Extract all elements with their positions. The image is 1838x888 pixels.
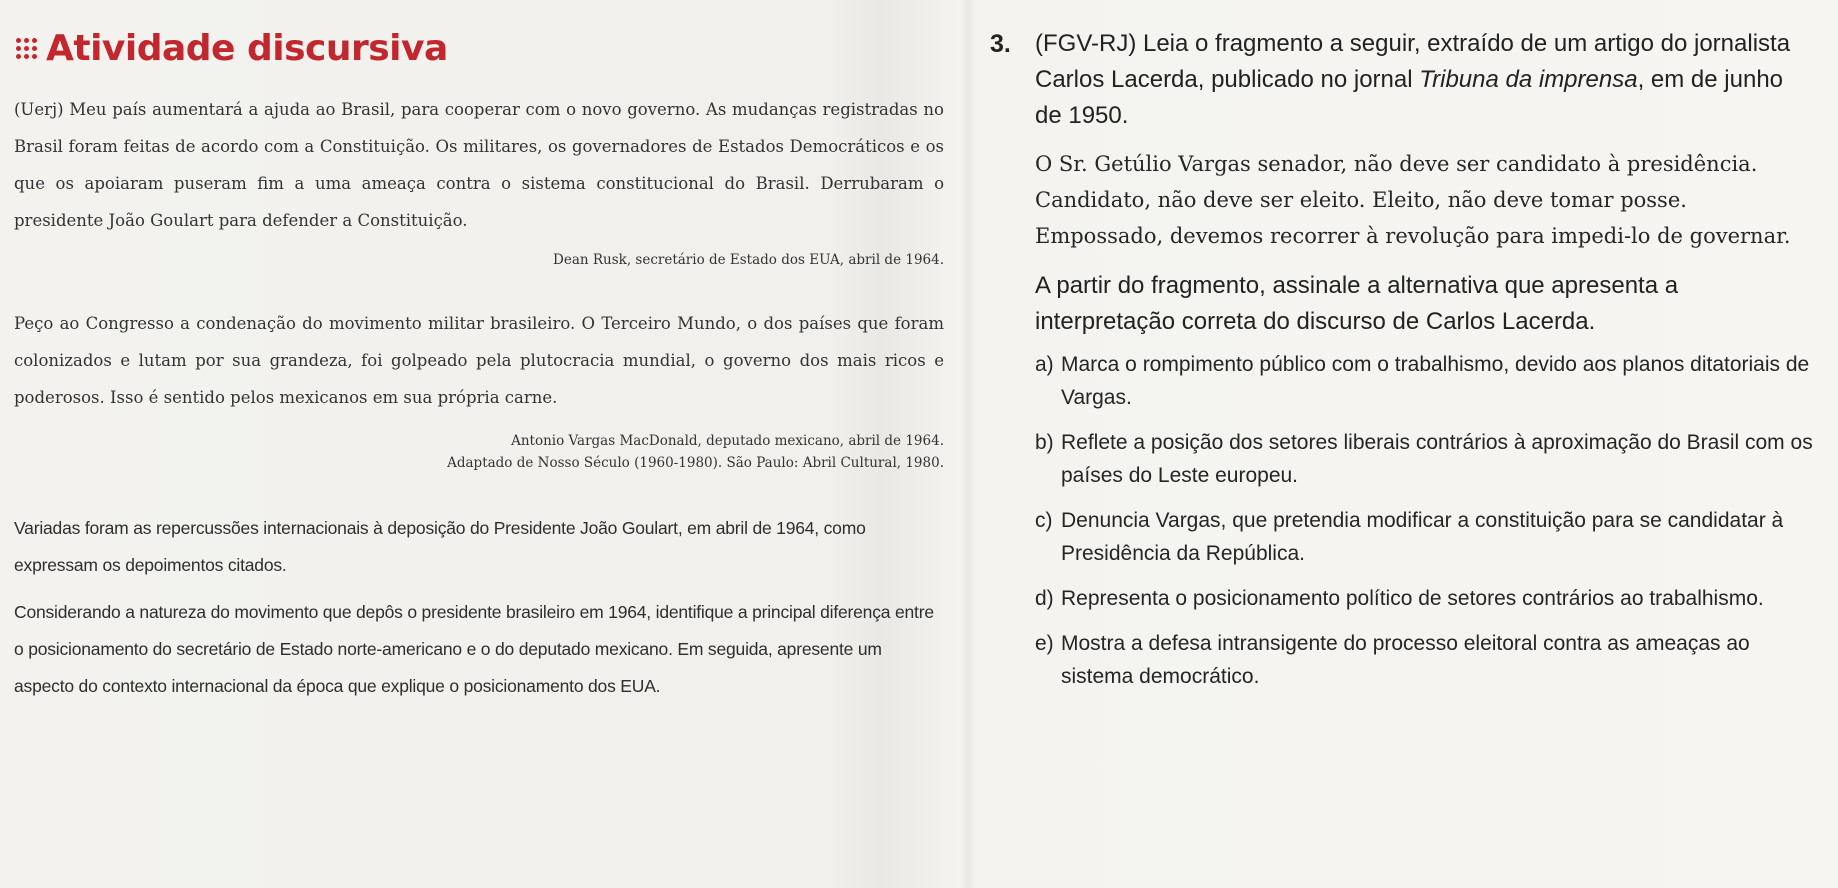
option-letter: c) bbox=[1035, 509, 1053, 532]
source-macdonald-line1: Antonio Vargas MacDonald, deputado mexicano, abril de 1964. bbox=[511, 433, 944, 449]
option-text: Mostra a defesa intransigente do processo eleitoral contra as ameaças ao sistema democrático. bbox=[1061, 632, 1750, 688]
option-text: Reflete a posição dos setores liberais contrários à aproximação do Brasil com os países do Leste europeu. bbox=[1061, 431, 1813, 487]
left-page bbox=[14, 28, 944, 705]
option-b[interactable] bbox=[1035, 426, 1816, 492]
question-intro bbox=[1035, 26, 1816, 134]
source-macdonald-line2: Adaptado de Nosso Século (1960-1980). São Paulo: Abril Cultural, 1980. bbox=[447, 455, 944, 471]
question-number: 3. bbox=[990, 30, 1011, 58]
section-heading bbox=[16, 28, 944, 69]
quote-rusk: (Uerj) Meu país aumentará a ajuda ao Brasil, para cooperar com o novo governo. As mudanças registradas no Brasil foram feitas de acordo com a Constituição. Os militares, os governadores de Estados Democráticos e os que os apoiaram puseram fim a uma ameaça contra o sistema constitucional do Brasil. Derrubaram o presidente João Goulart para defender a Constituição. bbox=[14, 100, 944, 230]
option-c[interactable] bbox=[1035, 504, 1816, 570]
option-letter: a) bbox=[1035, 353, 1054, 376]
lacerda-excerpt: O Sr. Getúlio Vargas senador, não deve ser candidato à presidência. Candidato, não deve ser eleito. Eleito, não deve tomar posse. Empossado, devemos recorrer à revolução para impedi-lo de governar. bbox=[1035, 152, 1791, 248]
option-text: Denuncia Vargas, que pretendia modificar a constituição para se candidatar à Presidência da República. bbox=[1061, 509, 1784, 565]
option-letter: e) bbox=[1035, 632, 1054, 655]
right-page bbox=[990, 26, 1816, 705]
context-paragraph: Variadas foram as repercussões internacionais à deposição do Presidente João Goulart, em abril de 1964, como expressam os depoimentos citados. bbox=[14, 518, 866, 575]
option-text: Representa o posicionamento político de setores contrários ao trabalhismo. bbox=[1061, 587, 1764, 610]
question-prompt: A partir do fragmento, assinale a alternativa que apresenta a interpretação correta do discurso de Carlos Lacerda. bbox=[1035, 272, 1679, 335]
option-letter: b) bbox=[1035, 431, 1054, 454]
quote-macdonald: Peço ao Congresso a condenação do movimento militar brasileiro. O Terceiro Mundo, o dos países que foram colonizados e lutam por sua grandeza, foi golpeado pela plutocracia mundial, o governo dos mais ricos e poderosos. Isso é sentido pelos mexicanos em sua própria carne. bbox=[14, 314, 944, 407]
option-e[interactable] bbox=[1035, 627, 1816, 693]
task-paragraph: Considerando a natureza do movimento que depôs o presidente brasileiro em 1964, identifique a principal diferença entre o posicionamento do secretário de Estado norte-americano e o do deputado mexicano. Em seguida, apresente um aspecto do contexto internacional da época que explique o posicionamento dos EUA. bbox=[14, 602, 934, 696]
answer-options bbox=[1035, 348, 1816, 693]
option-d[interactable] bbox=[1035, 582, 1816, 615]
option-text: Marca o rompimento público com o trabalhismo, devido aos planos ditatoriais de Vargas. bbox=[1061, 353, 1810, 409]
source-macdonald bbox=[14, 430, 944, 474]
section-heading-text: Atividade discursiva bbox=[46, 28, 448, 69]
question-intro-b: , em de junho de 1950. bbox=[1035, 66, 1784, 129]
question-header bbox=[990, 26, 1816, 134]
source-rusk: Dean Rusk, secretário de Estado dos EUA, abril de 1964. bbox=[553, 252, 944, 268]
question-intro-a: (FGV-RJ) Leia o fragmento a seguir, extraído de um artigo do jornalista Carlos Lacerda, publicado no jornal bbox=[1035, 30, 1791, 93]
newspaper-title: Tribuna da imprensa bbox=[1419, 66, 1638, 93]
dots-grid-icon bbox=[16, 38, 38, 60]
option-letter: d) bbox=[1035, 587, 1054, 610]
page-gutter bbox=[960, 0, 976, 888]
option-a[interactable] bbox=[1035, 348, 1816, 414]
